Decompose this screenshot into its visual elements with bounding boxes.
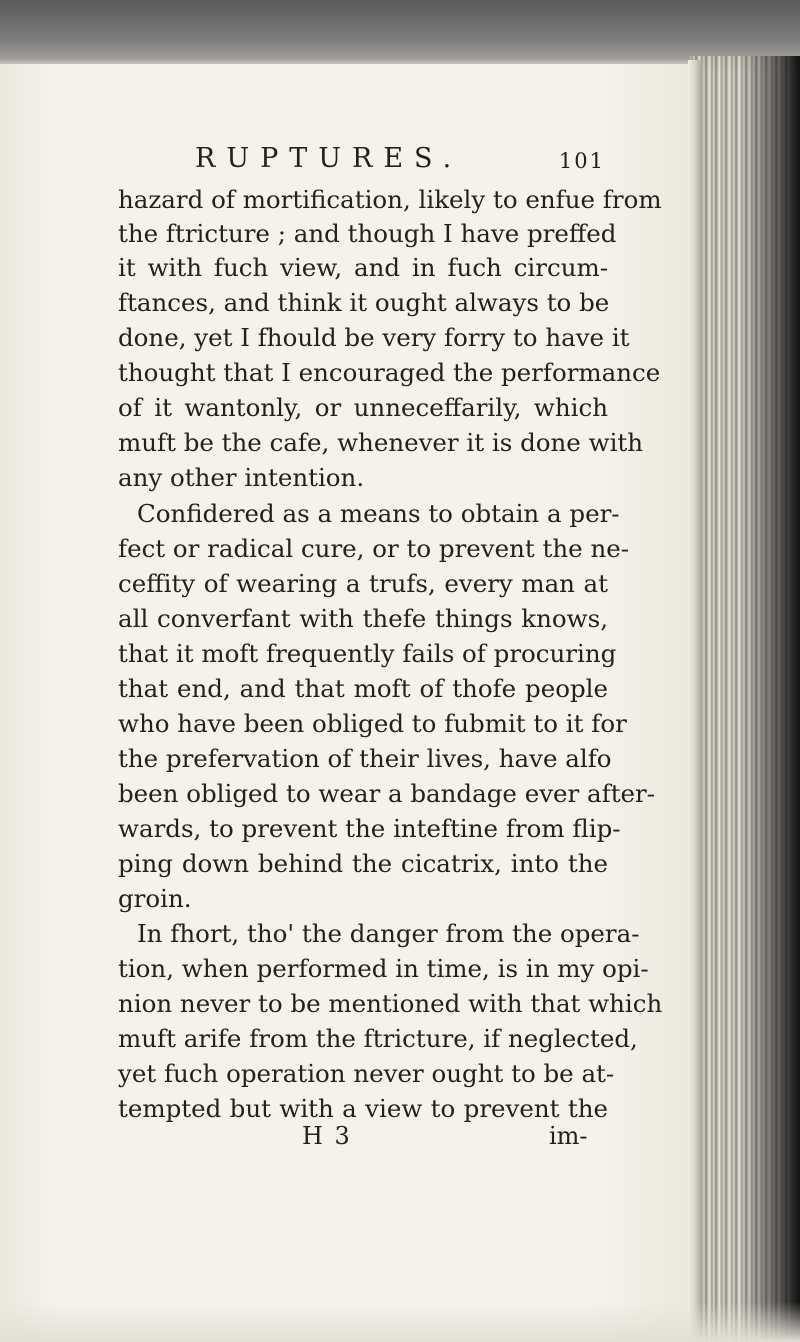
text-line: ceffity of wearing a trufs, every man at [118,569,608,598]
text-line: tion, when performed in time, is in my opi- [118,954,649,983]
text-line: muft be the cafe, whenever it is done with [118,428,644,457]
text-line: hazard of mortification, likely to enfue from [118,185,662,214]
text-line: groin. [118,884,192,913]
text-line: muft arife from the ftricture, if neglected, [118,1024,638,1053]
text-line: the ftricture ; and though I have preffed [118,219,617,248]
text-line: been obliged to wear a bandage ever after- [118,779,656,808]
text-line: all converfant with thefe things knows, [118,604,608,633]
text-line: who have been obliged to fubmit to it for [118,709,627,738]
page-edge [688,60,702,1342]
text-line: wards, to prevent the inteftine from flip- [118,814,621,843]
text-line: that it moft frequently fails of procuring [118,639,617,668]
text-line: ping down behind the cicatrix, into the [118,849,608,878]
text-line: nion never to be mentioned with that which [118,989,663,1018]
text-line: done, yet I fhould be very forry to have it [118,323,630,352]
catchword: im- [549,1122,588,1150]
gutter-shadow [740,56,800,1342]
text-line: it with fuch view, and in fuch circum- [118,253,608,282]
text-line: ftances, and think it ought always to be [118,288,610,317]
signature-mark: H 3 [302,1122,352,1150]
text-line: tempted but with a view to prevent the [118,1094,608,1123]
text-line: the prefervation of their lives, have alfo [118,744,612,773]
paragraph-start-line: Confidered as a means to obtain a per- [137,499,620,528]
text-line: yet fuch operation never ought to be at- [118,1059,615,1088]
text-line: thought that I encouraged the performance [118,358,661,387]
page-header [195,140,605,178]
text-line: any other intention. [118,463,365,492]
paragraph-start-line: In fhort, tho' the danger from the opera- [137,919,640,948]
scan-background-top [0,0,800,72]
text-line: of it wantonly, or unneceffarily, which [118,393,608,422]
page-number: 101 [558,149,605,173]
text-line: fect or radical cure, or to prevent the ne- [118,534,629,563]
text-line: that end, and that moft of thofe people [118,674,608,703]
page-bottom-shade [0,1302,800,1342]
running-head: RUPTURES. [195,143,463,174]
